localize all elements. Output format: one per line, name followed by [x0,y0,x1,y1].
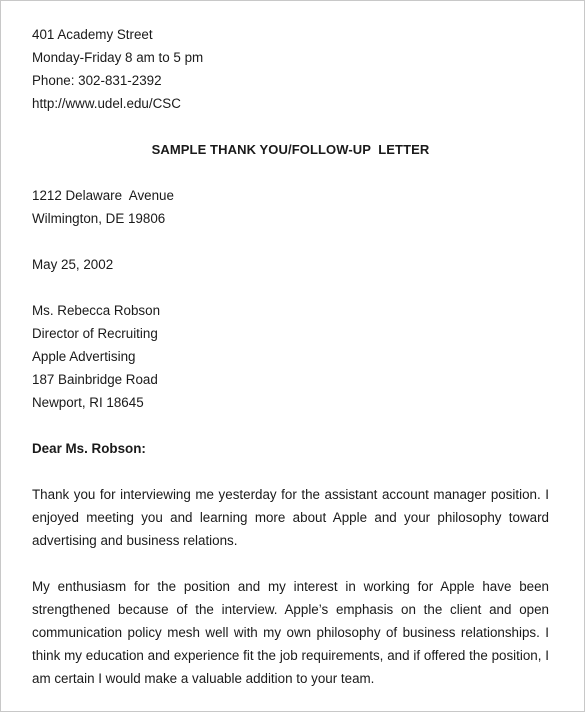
paragraph-line: strengthened because of the interview. Apple’s emphasis on the client and open [32,602,549,617]
date-text: May 25, 2002 [32,257,114,272]
recipient-city: Newport, RI 18645 [32,395,144,410]
salutation: Dear Ms. Robson: [32,441,146,456]
return-address [32,184,549,230]
return-street: 1212 Delaware Avenue [32,188,174,203]
recipient-company: Apple Advertising [32,349,136,364]
letter-date [32,253,549,276]
recipient-street: 187 Bainbridge Road [32,372,158,387]
sender-url: http://www.udel.edu/CSC [32,96,181,111]
paragraph-line: advertising and business relations. [32,533,238,548]
recipient-title: Director of Recruiting [32,326,158,341]
letter-content [32,23,549,713]
recipient-address [32,299,549,414]
return-city: Wilmington, DE 19806 [32,211,166,226]
sender-address [32,23,549,115]
body-paragraph-2 [32,575,549,690]
paragraph-line: My enthusiasm for the position and my interest in working for Apple have been [32,579,549,594]
paragraph-line: Thank you for interviewing me yesterday for the assistant account manager position. I [32,487,549,502]
recipient-name: Ms. Rebecca Robson [32,303,161,318]
letter-title: SAMPLE THANK YOU/FOLLOW-UP LETTER [151,142,430,157]
body-paragraph-1 [32,483,549,552]
sender-phone: Phone: 302-831-2392 [32,73,162,88]
paragraph-line: am certain I would make a valuable addition to your team. [32,671,375,686]
paragraph-line: communication policy mesh well with my own philosophy of business relationships. I [32,625,549,640]
sender-hours: Monday-Friday 8 am to 5 pm [32,50,204,65]
paragraph-line: enjoyed meeting you and learning more about Apple and your philosophy toward [32,510,549,525]
sender-street: 401 Academy Street [32,27,153,42]
paragraph-line: think my education and experience fit the job requirements, and if offered the position, I [32,648,549,663]
